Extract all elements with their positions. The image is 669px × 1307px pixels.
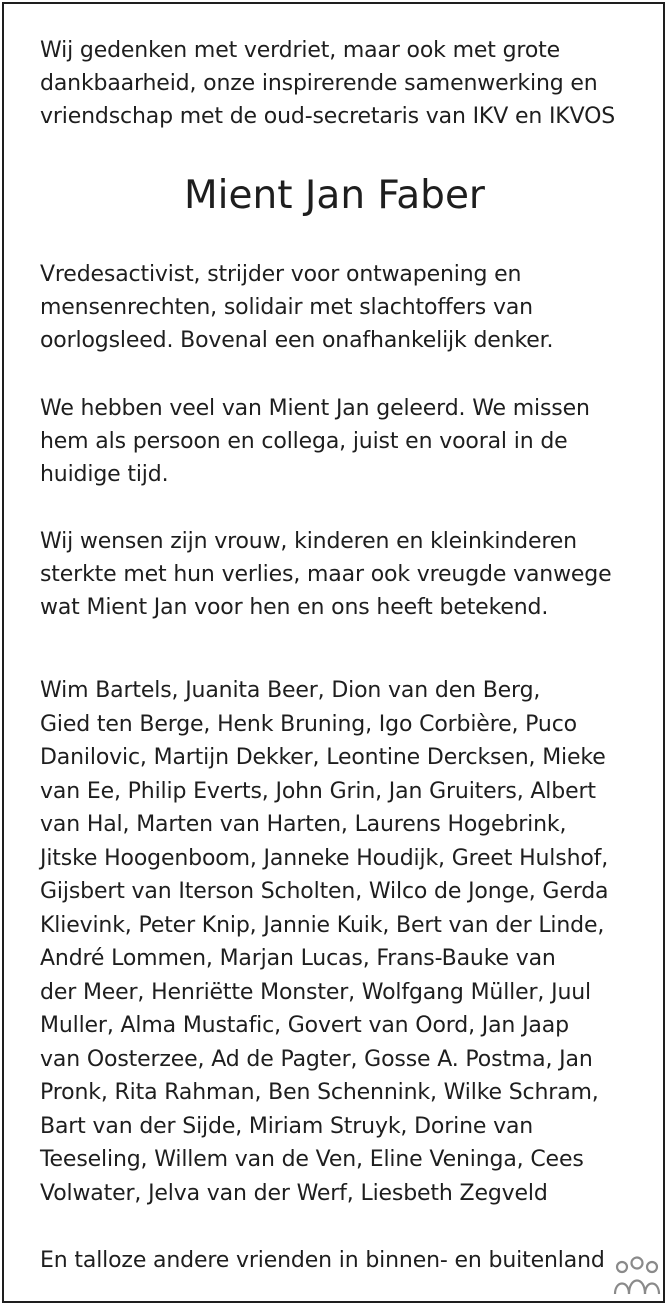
people-group-icon bbox=[612, 1254, 662, 1298]
paragraph-line: huidige tijd. bbox=[40, 462, 169, 487]
signatories-line: van Hal, Marten van Harten, Laurens Hogebrink, bbox=[40, 812, 567, 837]
signatories-line: van Oosterzee, Ad de Pagter, Gosse A. Postma, Jan bbox=[40, 1047, 593, 1072]
paragraph-line: We hebben veel van Mient Jan geleerd. We missen bbox=[40, 396, 590, 421]
signatories-line: Volwater, Jelva van der Werf, Liesbeth Zegveld bbox=[40, 1181, 548, 1206]
paragraph-line: mensenrechten, solidair met slachtoffers van bbox=[40, 295, 533, 320]
paragraph-line: Vredesactivist, strijder voor ontwapening en bbox=[40, 262, 522, 287]
signatories-line: Gied ten Berge, Henk Bruning, Igo Corbière, Puco bbox=[40, 712, 577, 737]
deceased-name: Mient Jan Faber bbox=[184, 173, 485, 218]
signatories-line: der Meer, Henriëtte Monster, Wolfgang Müller, Juul bbox=[40, 980, 591, 1005]
signatories-line: André Lommen, Marjan Lucas, Frans-Bauke van bbox=[40, 946, 556, 971]
signatories-line: Jitske Hoogenboom, Janneke Houdijk, Greet Hulshof, bbox=[40, 846, 609, 871]
paragraph-line: hem als persoon en collega, juist en vooral in de bbox=[40, 429, 568, 454]
signatories-line: Muller, Alma Mustafic, Govert van Oord, Jan Jaap bbox=[40, 1013, 569, 1038]
signatories-line: Danilovic, Martijn Dekker, Leontine Dercksen, Mieke bbox=[40, 745, 606, 770]
signatories-line: Klievink, Peter Knip, Jannie Kuik, Bert van der Linde, bbox=[40, 913, 605, 938]
paragraph-line: oorlogsleed. Bovenal een onafhankelijk denker. bbox=[40, 328, 554, 353]
paragraph-line: Wij wensen zijn vrouw, kinderen en kleinkinderen bbox=[40, 529, 577, 554]
signatories-line: Gijsbert van Iterson Scholten, Wilco de Jonge, Gerda bbox=[40, 879, 609, 904]
intro-line: vriendschap met de oud-secretaris van IKV en IKVOS bbox=[40, 104, 616, 129]
intro-line: Wij gedenken met verdriet, maar ook met grote bbox=[40, 38, 560, 63]
signatories-line: Pronk, Rita Rahman, Ben Schennink, Wilke Schram, bbox=[40, 1080, 599, 1105]
paragraph-line: wat Mient Jan voor hen en ons heeft betekend. bbox=[40, 595, 549, 620]
paragraph-line: sterkte met hun verlies, maar ook vreugde vanwege bbox=[40, 562, 612, 587]
closing-line: En talloze andere vrienden in binnen- en buitenland bbox=[40, 1248, 605, 1273]
signatories-line: van Ee, Philip Everts, John Grin, Jan Gruiters, Albert bbox=[40, 779, 596, 804]
signatories-line: Teeseling, Willem van de Ven, Eline Veninga, Cees bbox=[40, 1147, 584, 1172]
signatories-line: Bart van der Sijde, Miriam Struyk, Dorine van bbox=[40, 1114, 534, 1139]
intro-line: dankbaarheid, onze inspirerende samenwerking en bbox=[40, 71, 598, 96]
signatories-line: Wim Bartels, Juanita Beer, Dion van den Berg, bbox=[40, 678, 541, 703]
